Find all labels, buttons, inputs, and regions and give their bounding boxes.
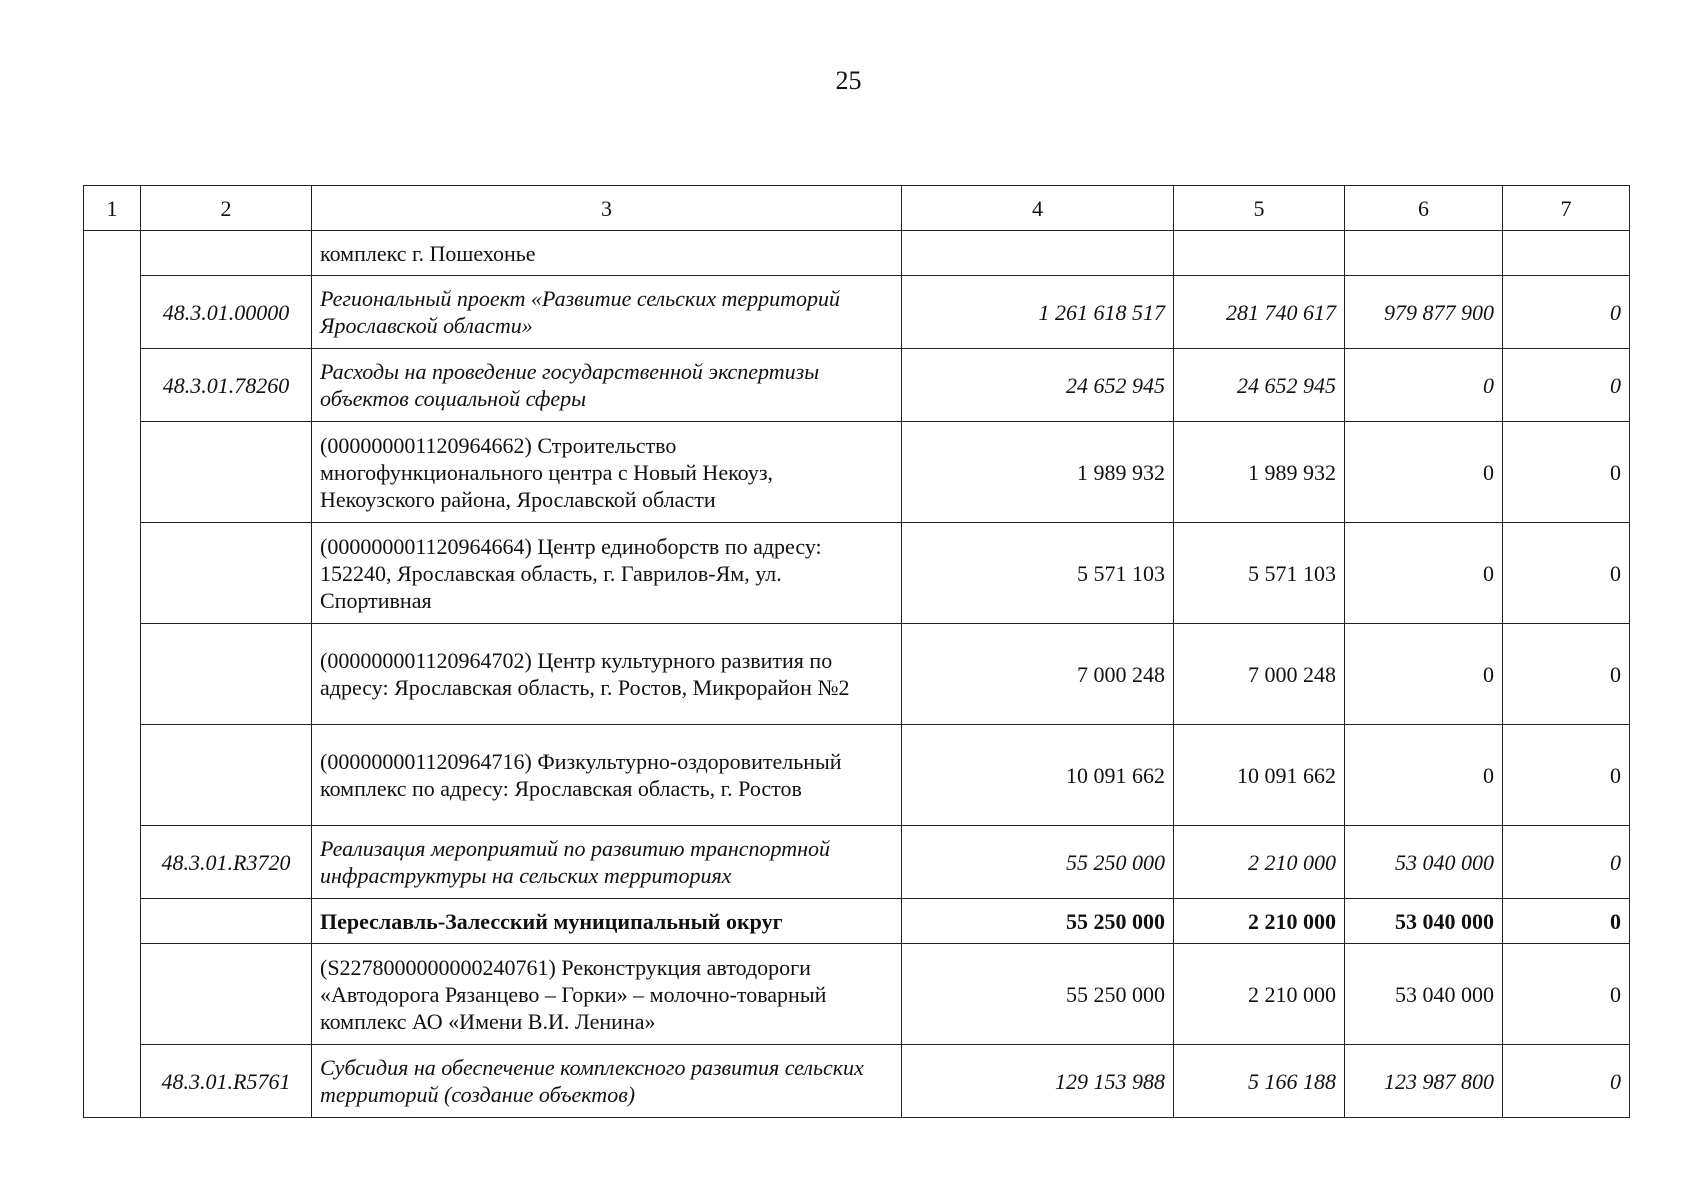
amount-cell-7: 0 [1503, 725, 1630, 826]
row-number-cell [84, 231, 141, 1118]
amount-cell-7 [1503, 231, 1630, 276]
column-header-5: 5 [1174, 186, 1345, 231]
table-header-row [84, 186, 1630, 231]
name-cell: (000000001120964664) Центр единоборств по адресу: 152240, Ярославская область, г. Гаврилов-Ям, ул. Спортивная [312, 523, 902, 624]
amount-cell-5: 10 091 662 [1174, 725, 1345, 826]
amount-cell-4: 24 652 945 [902, 349, 1174, 422]
amount-cell-4: 129 153 988 [902, 1045, 1174, 1118]
amount-cell-6 [1345, 231, 1503, 276]
amount-cell-7: 0 [1503, 944, 1630, 1045]
amount-cell-6: 0 [1345, 349, 1503, 422]
amount-cell-7: 0 [1503, 276, 1630, 349]
name-cell: Переславль-Залесский муниципальный округ [312, 899, 902, 944]
budget-table [83, 185, 1630, 1118]
table-row [84, 725, 1630, 826]
name-cell: Расходы на проведение государственной экспертизы объектов социальной сферы [312, 349, 902, 422]
amount-cell-5: 2 210 000 [1174, 899, 1345, 944]
name-cell: (000000001120964716) Физкультурно-оздоровительный комплекс по адресу: Ярославская область, г. Ростов [312, 725, 902, 826]
code-cell: 48.3.01.R3720 [141, 826, 312, 899]
column-header-4: 4 [902, 186, 1174, 231]
name-cell: комплекс г. Пошехонье [312, 231, 902, 276]
name-cell: (S2278000000000240761) Реконструкция автодороги «Автодорога Рязанцево – Горки» – молочно-товарный комплекс АО «Имени В.И. Ленина» [312, 944, 902, 1045]
amount-cell-6: 979 877 900 [1345, 276, 1503, 349]
amount-cell-5: 2 210 000 [1174, 826, 1345, 899]
amount-cell-4: 10 091 662 [902, 725, 1174, 826]
table-row [84, 1045, 1630, 1118]
amount-cell-7: 0 [1503, 899, 1630, 944]
amount-cell-5: 2 210 000 [1174, 944, 1345, 1045]
amount-cell-4: 55 250 000 [902, 944, 1174, 1045]
amount-cell-4 [902, 231, 1174, 276]
amount-cell-5 [1174, 231, 1345, 276]
amount-cell-5: 7 000 248 [1174, 624, 1345, 725]
code-cell: 48.3.01.78260 [141, 349, 312, 422]
page-number: 25 [835, 66, 862, 95]
amount-cell-4: 5 571 103 [902, 523, 1174, 624]
amount-cell-6: 0 [1345, 624, 1503, 725]
amount-cell-5: 281 740 617 [1174, 276, 1345, 349]
name-cell: Региональный проект «Развитие сельских территорий Ярославской области» [312, 276, 902, 349]
code-cell [141, 624, 312, 725]
amount-cell-5: 1 989 932 [1174, 422, 1345, 523]
amount-cell-5: 5 166 188 [1174, 1045, 1345, 1118]
table-row [84, 349, 1630, 422]
column-header-1: 1 [84, 186, 141, 231]
table-row [84, 523, 1630, 624]
table-row [84, 422, 1630, 523]
amount-cell-7: 0 [1503, 1045, 1630, 1118]
code-cell [141, 725, 312, 826]
name-cell: (000000001120964702) Центр культурного развития по адресу: Ярославская область, г. Ростов, Микрорайон №2 [312, 624, 902, 725]
amount-cell-4: 55 250 000 [902, 826, 1174, 899]
name-cell: Реализация мероприятий по развитию транспортной инфраструктуры на сельских территориях [312, 826, 902, 899]
code-cell [141, 899, 312, 944]
table-row [84, 899, 1630, 944]
name-cell: (000000001120964662) Строительство многофункционального центра с Новый Некоуз, Некоузского района, Ярославской области [312, 422, 902, 523]
amount-cell-6: 53 040 000 [1345, 899, 1503, 944]
amount-cell-6: 0 [1345, 725, 1503, 826]
code-cell [141, 231, 312, 276]
table-row [84, 826, 1630, 899]
table-row [84, 624, 1630, 725]
amount-cell-6: 0 [1345, 422, 1503, 523]
code-cell [141, 523, 312, 624]
amount-cell-4: 55 250 000 [902, 899, 1174, 944]
code-cell [141, 422, 312, 523]
table-row [84, 231, 1630, 276]
table-row [84, 944, 1630, 1045]
code-cell: 48.3.01.00000 [141, 276, 312, 349]
amount-cell-6: 53 040 000 [1345, 944, 1503, 1045]
amount-cell-6: 0 [1345, 523, 1503, 624]
amount-cell-5: 24 652 945 [1174, 349, 1345, 422]
table-row [84, 276, 1630, 349]
amount-cell-7: 0 [1503, 349, 1630, 422]
amount-cell-6: 53 040 000 [1345, 826, 1503, 899]
amount-cell-7: 0 [1503, 422, 1630, 523]
amount-cell-7: 0 [1503, 826, 1630, 899]
name-cell: Субсидия на обеспечение комплексного развития сельских территорий (создание объектов) [312, 1045, 902, 1118]
column-header-6: 6 [1345, 186, 1503, 231]
code-cell: 48.3.01.R5761 [141, 1045, 312, 1118]
column-header-7: 7 [1503, 186, 1630, 231]
amount-cell-4: 7 000 248 [902, 624, 1174, 725]
amount-cell-7: 0 [1503, 523, 1630, 624]
amount-cell-7: 0 [1503, 624, 1630, 725]
amount-cell-5: 5 571 103 [1174, 523, 1345, 624]
amount-cell-4: 1 989 932 [902, 422, 1174, 523]
amount-cell-4: 1 261 618 517 [902, 276, 1174, 349]
column-header-3: 3 [312, 186, 902, 231]
amount-cell-6: 123 987 800 [1345, 1045, 1503, 1118]
code-cell [141, 944, 312, 1045]
column-header-2: 2 [141, 186, 312, 231]
